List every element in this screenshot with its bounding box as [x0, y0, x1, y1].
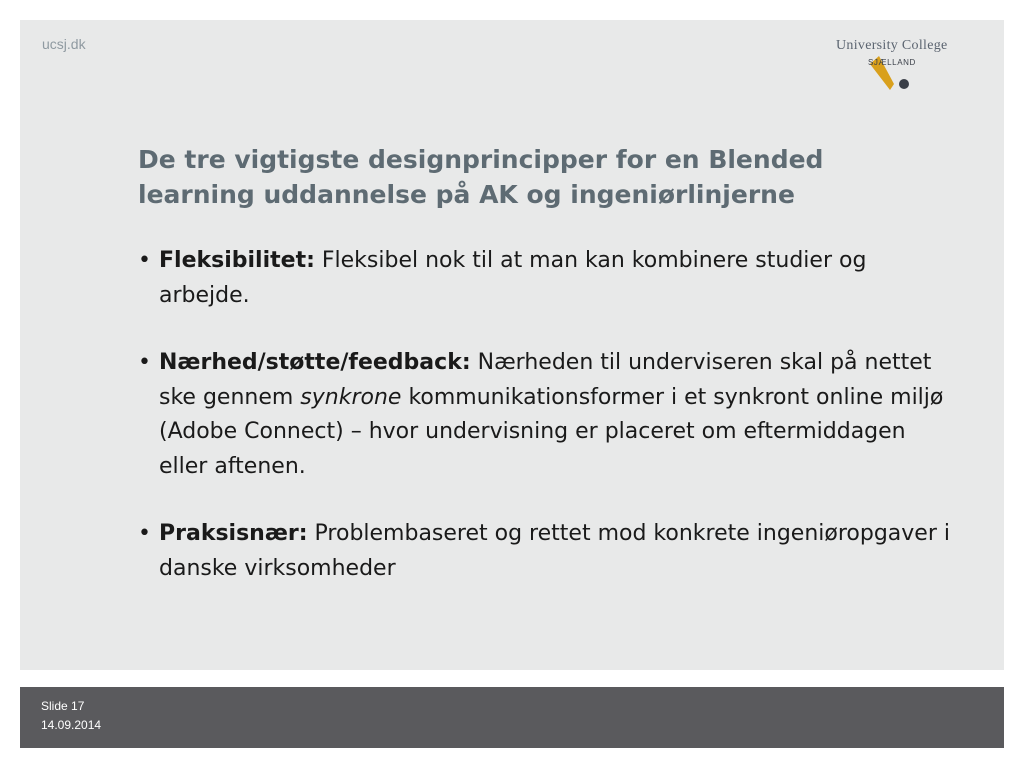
bullet-heading: Fleksibilitet: — [159, 248, 315, 273]
slide-title-line-2: learning uddannelse på AK og ingeniørlinjerne — [138, 180, 795, 209]
bullet-text: Fleksibel nok til at man kan kombinere studier og arbejde. — [159, 248, 867, 308]
bullet-dot-icon: • — [138, 521, 151, 546]
bullet-item-practice — [138, 517, 958, 586]
bullet-dot-icon: • — [138, 350, 151, 375]
slide-title — [138, 142, 938, 212]
bullet-heading: Nærhed/støtte/feedback: — [159, 350, 471, 375]
footer-bar — [20, 687, 1004, 748]
slide-title-line-1: De tre vigtigste designprincipper for en Blended — [138, 145, 824, 174]
bullet-text: kommunikationsformer i et synkront online miljø (Adobe Connect) – hvor undervisning er placeret om eftermiddagen eller aftenen. — [159, 384, 944, 479]
slide-number: Slide 17 — [41, 699, 85, 713]
bullet-emphasis: synkrone — [300, 384, 402, 410]
bullet-text: Nærheden til underviseren skal på nettet ske gennem — [159, 350, 932, 410]
bullet-dot-icon: • — [138, 248, 151, 273]
bullet-heading: Praksisnær: — [159, 521, 308, 546]
bullet-list — [138, 244, 958, 619]
slide-date: 14.09.2014 — [41, 718, 102, 732]
bullet-item-flexibility — [138, 244, 958, 313]
bullet-text: Problembaseret og rettet mod konkrete ingeniøropgaver i danske virksomheder — [159, 521, 950, 581]
site-url: ucsj.dk — [42, 36, 86, 52]
university-logo — [836, 36, 976, 106]
bullet-item-proximity — [138, 346, 958, 484]
logo-subname: SJÆLLAND — [868, 58, 916, 67]
logo-name: University College — [836, 38, 948, 53]
